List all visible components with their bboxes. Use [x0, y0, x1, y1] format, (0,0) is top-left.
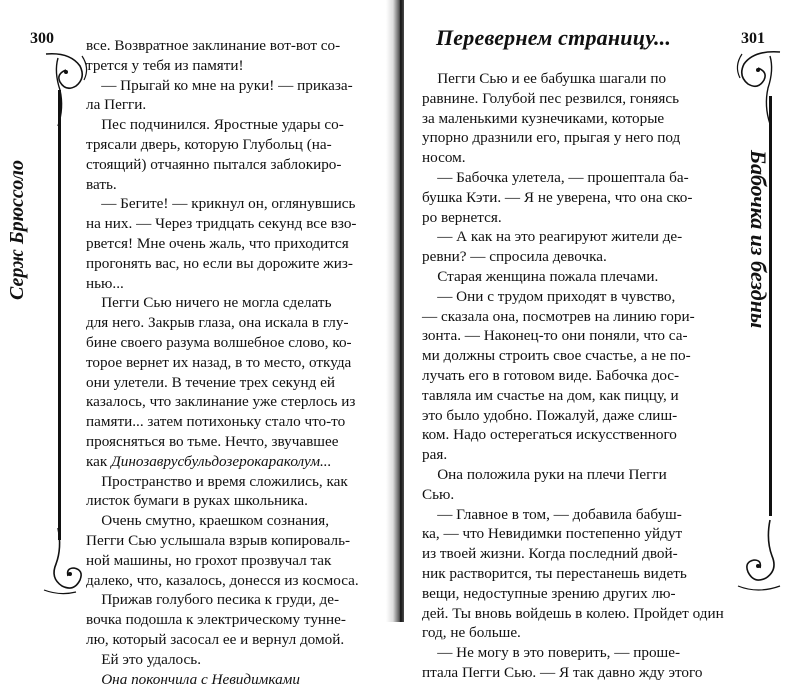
- paragraph: Ей это удалось.: [86, 650, 374, 670]
- paragraph: — Главное в том, — добавила бабуш- ка, — что Невидимки постепенно уйдут из твоей жизни. Когда последний двой- ник растворится, ты перестанешь видеть вещи, недоступные зрению других лю- дей. Ты вновь войдешь в колею. Пройдет один год, не больше.: [422, 505, 708, 644]
- paragraph: — А как на это реагируют жители де- ревни? — спросила девочка.: [422, 227, 708, 267]
- paragraph: Пес подчинился. Яростные удары со- трясали дверь, которую Глубольц (на- стоящий) отчаянно пытался заблокиро- вать.: [86, 115, 374, 194]
- paragraph: — Они с трудом приходят в чувство, — сказала она, посмотрев на линию гори- зонта. — Наконец-то они поняли, что са- ми должны строить свое счастье, а не по- лучать его в готовом виде. Бабочка дос- тавляла им счастье на дом, как пиццу, и это было удобно. Пожалуй, даже слиш- ком. Надо остерегаться искусственного рая.: [422, 287, 708, 465]
- left-vertical-rule: [58, 90, 61, 540]
- bottom-right-ornament-icon: [724, 520, 790, 600]
- left-side-title: Серж Брюссоло: [6, 160, 29, 300]
- left-body-text: [86, 36, 374, 689]
- paragraph: — Бабочка улетела, — прошептала ба- бушка Кэти. — Я не уверена, что она ско- ро вернется.: [422, 168, 708, 227]
- bottom-left-ornament-icon: [36, 528, 92, 598]
- left-page-number: 300: [30, 30, 54, 48]
- paragraph: Пегги Сью и ее бабушка шагали по равнине. Голубой пес резвился, гоняясь за маленькими кузнечиками, которые упорно дразнили его, прыгая у него под носом.: [422, 69, 708, 168]
- top-left-ornament-icon: [36, 50, 92, 130]
- running-head: Перевернем страницу...: [436, 25, 671, 51]
- paragraph: — Прыгай ко мне на руки! — приказа- ла Пегги.: [86, 76, 374, 116]
- right-body-text: [422, 69, 708, 683]
- top-right-ornament-icon: [724, 48, 790, 128]
- paragraph: Прижав голубого песика к груди, де- вочка подошла к электрическому туннe- лю, который засосал ее и вернул домой.: [86, 590, 374, 649]
- paragraph: Пространство и время сложились, как листок бумаги в руках школьника.: [86, 472, 374, 512]
- paragraph: — Не могу в это поверить, — проше- птала Пегги Сью. — Я так давно жду этого: [422, 643, 708, 683]
- paragraph: Она покончила с Невидимками: [86, 670, 374, 689]
- paragraph: — Бегите! — крикнул он, оглянувшись на них. — Через тридцать секунд все взо- рвется! Мне очень жаль, что приходится прогонять вас, но если вы дорожите жиз- нью...: [86, 194, 374, 293]
- paragraph: Она положила руки на плечи Пегги Сью.: [422, 465, 708, 505]
- paragraph: все. Возвратное заклинание вот-вот со- трется у тебя из памяти!: [86, 36, 374, 76]
- right-page: [404, 0, 800, 622]
- right-side-title: Бабочка из бездны: [745, 150, 771, 328]
- paragraph: Очень смутно, краешком сознания, Пегги Сью услышала взрыв копироваль- ной машины, но грохот прозвучал так далеко, что, казалось, донесся из космоса.: [86, 511, 374, 590]
- paragraph: Старая женщина пожала плечами.: [422, 267, 708, 287]
- paragraph: Пегги Сью ничего не могла сделать для него. Закрыв глаза, она искала в глу- бине своего разума волшебное слово, ко- торое вернет их назад, в то место, откуда они улетели. В течение трех секунд ей казалось, что заклинание уже стерлось из памяти... затем потихоньку стало что-то проясняться во тьме. Нечто, звучавшее как Динозаврусбульдозерокараколум...: [86, 293, 374, 471]
- left-page: [0, 0, 394, 622]
- right-page-number: 301: [741, 30, 765, 48]
